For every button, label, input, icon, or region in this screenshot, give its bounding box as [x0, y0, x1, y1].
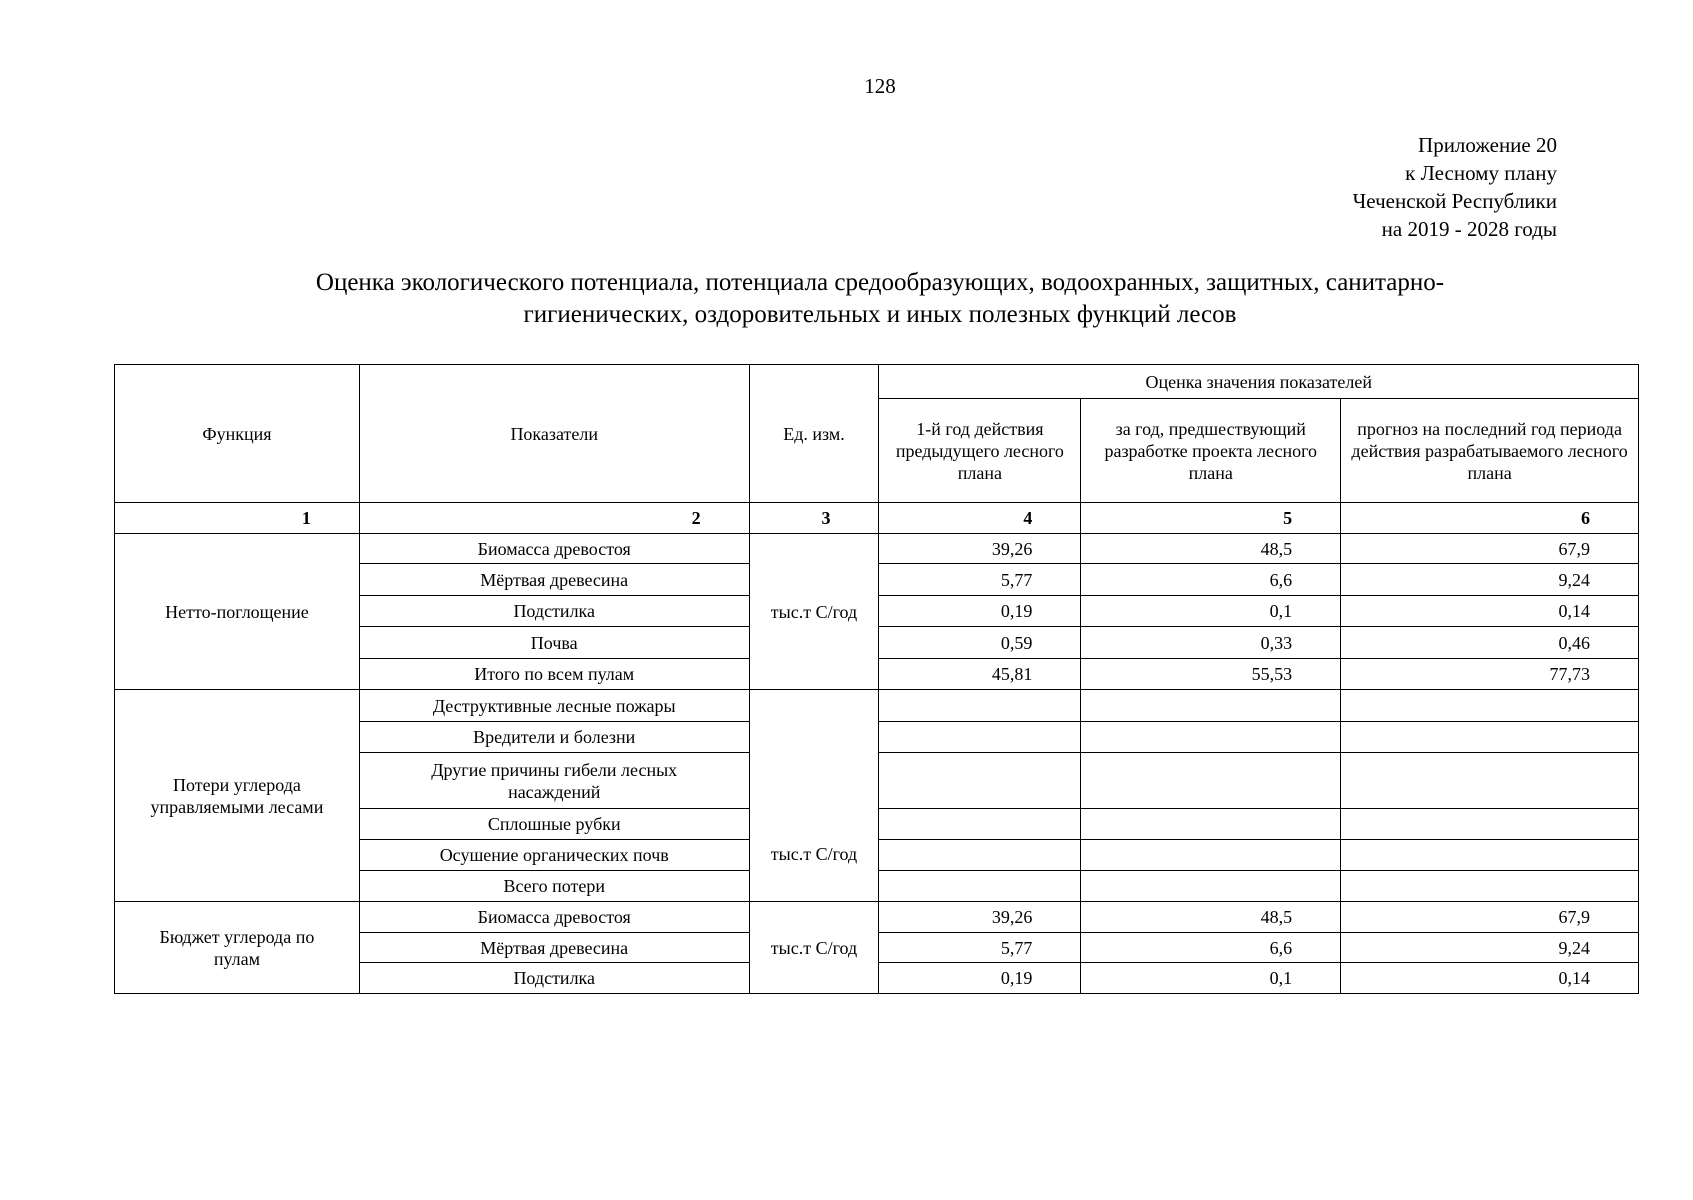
value-cell: 0,19: [879, 596, 1081, 627]
indicator-cell: Мёртвая древесина: [359, 564, 749, 596]
column-number: 2: [359, 503, 749, 534]
value-cell: [879, 722, 1081, 753]
value-cell: [1081, 840, 1341, 871]
appendix-line: Чеченской Республики: [1352, 189, 1557, 213]
value-cell: [879, 871, 1081, 902]
appendix-line: на 2019 - 2028 годы: [1381, 217, 1557, 241]
value-cell: 45,81: [879, 659, 1081, 690]
value-cell: 0,14: [1341, 963, 1639, 994]
value-cell: 6,6: [1081, 933, 1341, 963]
value-cell: 77,73: [1341, 659, 1639, 690]
value-cell: [1081, 871, 1341, 902]
value-cell: [879, 690, 1081, 722]
value-cell: 9,24: [1341, 564, 1639, 596]
header-col5: за год, предшествующий разработке проекта лесного плана: [1081, 399, 1341, 503]
value-cell: [1341, 840, 1639, 871]
header-indicators: Показатели: [359, 365, 749, 503]
value-cell: 48,5: [1081, 534, 1341, 564]
indicator-cell: Вредители и болезни: [359, 722, 749, 753]
value-cell: [879, 809, 1081, 840]
value-cell: [1341, 809, 1639, 840]
function-cell: Нетто-поглощение: [115, 534, 360, 690]
document-title: [170, 267, 1590, 331]
value-cell: 48,5: [1081, 902, 1341, 933]
value-cell: [1341, 871, 1639, 902]
column-number: 1: [115, 503, 360, 534]
value-cell: 6,6: [1081, 564, 1341, 596]
unit-cell: тыс.т С/год: [749, 690, 879, 902]
value-cell: 0,14: [1341, 596, 1639, 627]
function-cell: Бюджет углерода по пулам: [115, 902, 360, 994]
table-row: [115, 902, 1639, 933]
value-cell: 9,24: [1341, 933, 1639, 963]
indicator-cell: Мёртвая древесина: [359, 933, 749, 963]
value-cell: 0,59: [879, 627, 1081, 659]
appendix-line: к Лесному плану: [1405, 161, 1557, 185]
header-col4: 1-й год действия предыдущего лесного плана: [879, 399, 1081, 503]
column-number: 6: [1341, 503, 1639, 534]
column-number-row: [115, 503, 1639, 534]
table-row: [115, 534, 1639, 564]
header-function: Функция: [115, 365, 360, 503]
indicator-cell: Биомасса древостоя: [359, 534, 749, 564]
indicator-cell: Биомасса древостоя: [359, 902, 749, 933]
indicator-cell: Итого по всем пулам: [359, 659, 749, 690]
value-cell: [879, 840, 1081, 871]
value-cell: [1341, 722, 1639, 753]
value-cell: 5,77: [879, 564, 1081, 596]
function-cell: Потери углерода управляемыми лесами: [115, 690, 360, 902]
value-cell: 0,46: [1341, 627, 1639, 659]
title-line: Оценка экологического потенциала, потенциала средообразующих, водоохранных, защитных, санитарно-: [315, 269, 1445, 296]
value-cell: 0,19: [879, 963, 1081, 994]
value-cell: 67,9: [1341, 534, 1639, 564]
evaluation-table: [114, 364, 1639, 994]
title-line: гигиенических, оздоровительных и иных полезных функций лесов: [523, 301, 1237, 328]
value-cell: [1081, 690, 1341, 722]
indicator-cell: Сплошные рубки: [359, 809, 749, 840]
column-number: 4: [879, 503, 1081, 534]
value-cell: [879, 753, 1081, 809]
value-cell: [1081, 809, 1341, 840]
indicator-cell: Деструктивные лесные пожары: [359, 690, 749, 722]
indicator-cell: Осушение органических почв: [359, 840, 749, 871]
value-cell: 39,26: [879, 902, 1081, 933]
indicator-cell: Всего потери: [359, 871, 749, 902]
value-cell: [1081, 753, 1341, 809]
indicator-cell: Подстилка: [359, 963, 749, 994]
unit-cell: тыс.т С/год: [749, 902, 879, 994]
indicator-cell: Другие причины гибели лесных насаждений: [359, 753, 749, 809]
value-cell: [1081, 722, 1341, 753]
value-cell: 39,26: [879, 534, 1081, 564]
unit-cell: тыс.т С/год: [749, 534, 879, 690]
page-number: 128: [864, 74, 896, 98]
value-cell: 0,1: [1081, 596, 1341, 627]
header-col6: прогноз на последний год периода действия разрабатываемого лесного плана: [1341, 399, 1639, 503]
value-cell: 67,9: [1341, 902, 1639, 933]
indicator-cell: Почва: [359, 627, 749, 659]
indicator-cell: Подстилка: [359, 596, 749, 627]
value-cell: 0,1: [1081, 963, 1341, 994]
table-row: [115, 690, 1639, 722]
appendix-line: Приложение 20: [1418, 133, 1557, 157]
value-cell: [1341, 690, 1639, 722]
value-cell: [1341, 753, 1639, 809]
header-evaluation: Оценка значения показателей: [879, 365, 1639, 399]
column-number: 5: [1081, 503, 1341, 534]
value-cell: 55,53: [1081, 659, 1341, 690]
header-unit: Ед. изм.: [749, 365, 879, 503]
column-number: 3: [749, 503, 879, 534]
value-cell: 5,77: [879, 933, 1081, 963]
appendix-note: [1353, 131, 1557, 243]
value-cell: 0,33: [1081, 627, 1341, 659]
